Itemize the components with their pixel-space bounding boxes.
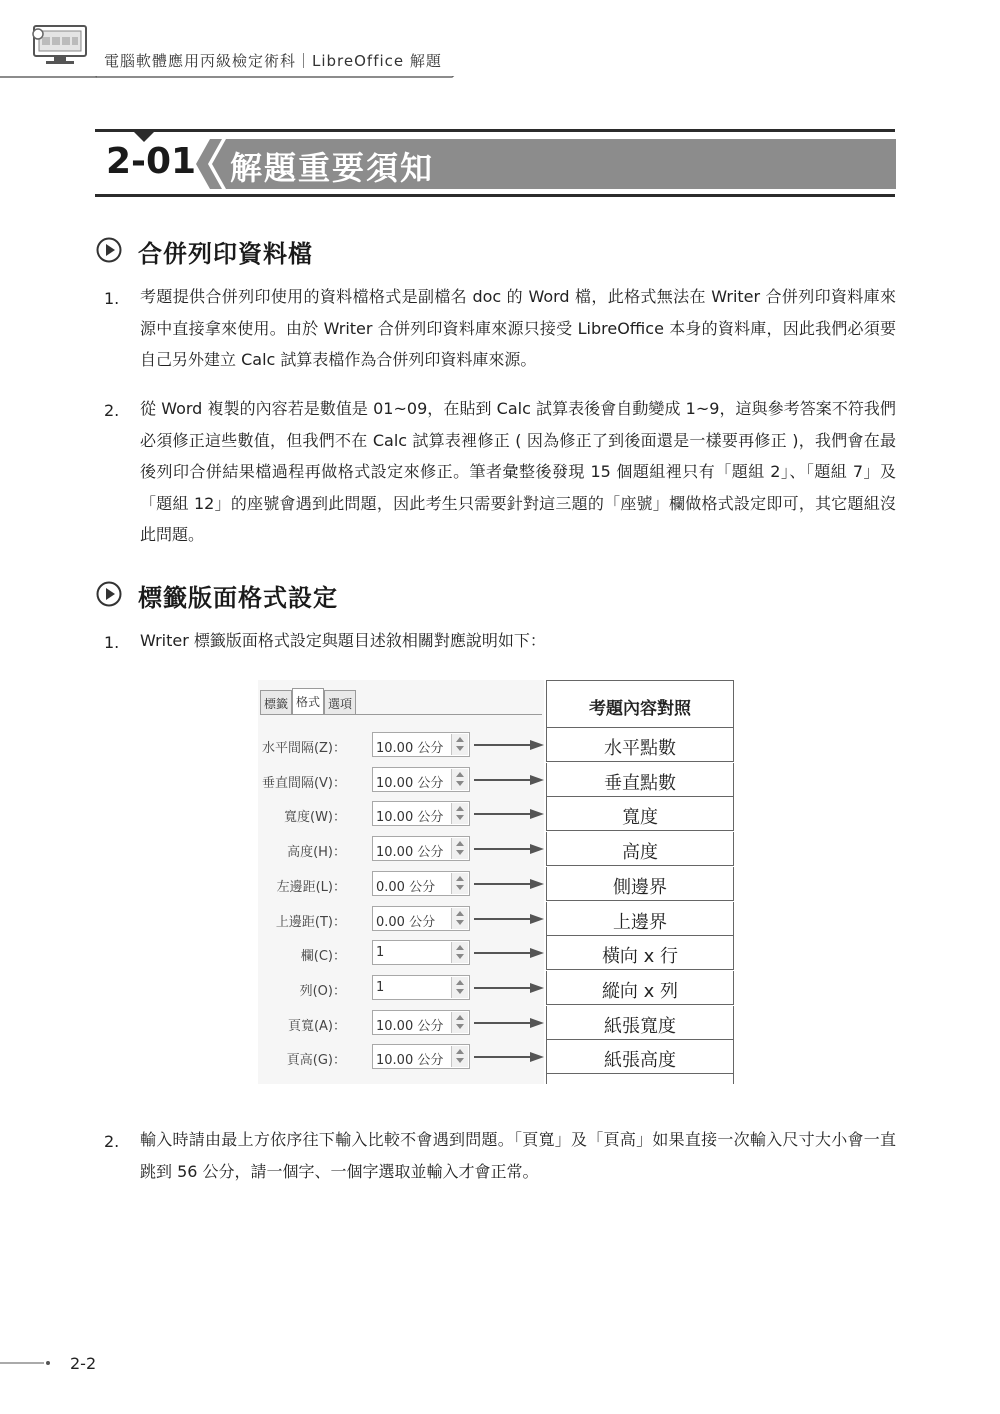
spin-buttons[interactable]	[451, 838, 468, 859]
spin-field[interactable]	[372, 975, 470, 1000]
section-title: 合併列印資料檔	[138, 240, 313, 268]
mapping-cell	[546, 971, 734, 1005]
field-value: 1	[376, 945, 385, 961]
spin-field[interactable]	[372, 871, 470, 896]
monitor-icon	[30, 24, 90, 66]
mapping-text: 橫向 x 行	[601, 946, 679, 968]
field-label: 寬度(W)：	[284, 810, 346, 826]
section-title: 標籤版面格式設定	[138, 584, 338, 612]
mapping-text: 水平點數	[604, 738, 676, 759]
field-value: 10.00 公分	[376, 810, 444, 826]
dialog-row	[258, 728, 736, 762]
field-label: 上邊距(T)：	[275, 914, 346, 930]
list-item-text: 輸入時請由最上方依序往下輸入比較不會遇到問題。「頁寬」及「頁高」如果直接一次輸入尺寸大小會一直跳到 56 公分，請一個字、一個字選取並輸入才會正常。	[140, 1130, 896, 1181]
arrow-right-icon	[474, 1048, 546, 1066]
arrow-right-icon	[474, 771, 546, 789]
list-item-text: Writer 標籤版面格式設定與題目述敘相關對應說明如下：	[140, 631, 546, 650]
play-circle-icon	[96, 237, 122, 263]
mapping-text: 紙張寬度	[604, 1015, 676, 1037]
chapter-number: 2-01	[106, 141, 197, 182]
arrow-right-icon	[474, 944, 546, 962]
dialog-row	[258, 971, 736, 1005]
field-value: 10.00 公分	[376, 845, 444, 861]
spin-field[interactable]	[372, 767, 470, 792]
tab-options[interactable]: 選項	[324, 690, 356, 715]
mapping-text: 紙張高度	[604, 1050, 676, 1072]
page-number: 2-2	[70, 1354, 97, 1373]
list-number: 2.	[104, 1132, 120, 1151]
spin-field[interactable]	[372, 732, 470, 757]
mapping-cell	[546, 1040, 734, 1074]
spin-field[interactable]	[372, 836, 470, 861]
spin-buttons[interactable]	[451, 1012, 468, 1033]
field-value: 10.00 公分	[376, 741, 444, 756]
mapping-cell	[546, 1006, 734, 1040]
dialog-tabbar	[260, 690, 356, 714]
spin-field[interactable]	[372, 801, 470, 826]
spin-buttons[interactable]	[451, 769, 468, 790]
dialog-row	[258, 1006, 736, 1040]
arrow-right-icon	[474, 736, 546, 754]
tab-divider	[260, 714, 542, 715]
spin-buttons[interactable]	[451, 942, 468, 963]
list-number: 1.	[104, 633, 120, 652]
field-label: 左邊距(L)：	[276, 879, 346, 895]
title-bottom-rule	[95, 194, 895, 197]
field-label: 水平間隔(Z)：	[261, 741, 346, 756]
arrow-right-icon	[474, 1014, 546, 1032]
spin-buttons[interactable]	[451, 1046, 468, 1067]
field-value: 10.00 公分	[376, 1018, 444, 1034]
spin-buttons[interactable]	[451, 734, 468, 755]
dialog-row	[258, 902, 736, 936]
dialog-row	[258, 763, 736, 797]
field-label: 頁寬(A)：	[287, 1018, 346, 1034]
title-top-rule	[95, 129, 895, 132]
field-label: 列(O)：	[299, 983, 346, 999]
spin-field[interactable]	[372, 1010, 470, 1035]
mapping-text: 上邊界	[613, 911, 667, 933]
mapping-text: 縱向 x 列	[601, 980, 679, 1002]
spin-field[interactable]	[372, 940, 470, 965]
mapping-text: 側邊界	[613, 876, 667, 898]
list-item-text: 考題提供合併列印使用的資料檔格式是副檔名 doc 的 Word 檔，此格式無法在 Writer 合併列印資料庫來源中直接拿來使用。由於 Writer 合併列印資料庫來源只接受 LibreOffice 本身的資料庫，因此我們必須要自己另外建立 Calc 試算表檔作為合併列印資料庫來源。	[140, 287, 896, 369]
dialog-row	[258, 867, 736, 901]
tab-labels[interactable]: 標籤	[260, 690, 292, 715]
mapping-cell	[546, 936, 734, 970]
mapping-table-header-text: 考題內容對照	[589, 699, 691, 719]
mapping-text: 寬度	[622, 807, 658, 829]
mapping-table-tail	[546, 1074, 734, 1084]
mapping-cell	[546, 867, 734, 901]
field-label: 高度(H)：	[287, 845, 346, 861]
list-number: 2.	[104, 401, 120, 420]
field-value: 0.00 公分	[376, 914, 436, 930]
field-label: 欄(C)：	[300, 949, 346, 965]
dialog-row	[258, 936, 736, 970]
chapter-title: 解題重要須知	[230, 149, 435, 187]
arrow-right-icon	[474, 840, 546, 858]
mapping-cell	[546, 763, 734, 797]
mapping-cell	[546, 832, 734, 866]
mapping-table-header	[546, 680, 734, 728]
mapping-cell	[546, 797, 734, 831]
spin-buttons[interactable]	[451, 803, 468, 824]
field-value: 10.00 公分	[376, 1053, 444, 1069]
field-value: 1	[376, 979, 385, 995]
dialog-row	[258, 797, 736, 831]
spin-buttons[interactable]	[451, 977, 468, 998]
header-rule	[0, 76, 1000, 106]
label-format-figure	[258, 680, 736, 1084]
list-number: 1.	[104, 289, 120, 308]
field-label: 垂直間隔(V)：	[261, 775, 346, 791]
spin-buttons[interactable]	[451, 908, 468, 929]
spin-field[interactable]	[372, 1044, 470, 1069]
dialog-row	[258, 1040, 736, 1074]
arrow-right-icon	[474, 875, 546, 893]
field-value: 0.00 公分	[376, 879, 436, 895]
tab-format[interactable]: 格式	[292, 688, 324, 715]
running-header: 電腦軟體應用丙級檢定術科｜LibreOffice 解題	[104, 52, 442, 70]
list-item-text: 從 Word 複製的內容若是數值是 01~09，在貼到 Calc 試算表後會自動變成 1~9，這與參考答案不符我們必須修正這些數值，但我們不在 Calc 試算表裡修正 ( 因為修正了到後面還是一樣要再修正 )，我們會在最後列印合併結果檔過程再做格式設定來修正。筆者彙整後發現 15 個題組裡只有「題組 2」、「題組 7」及「題組 12」的座號會遇到此問題，因此考生只需要針對這三題的「座號」欄做格式設定即可，其它題組沒此問題。	[140, 399, 896, 544]
mapping-cell	[546, 902, 734, 936]
field-label: 頁高(G)：	[286, 1053, 346, 1069]
spin-buttons[interactable]	[451, 873, 468, 894]
mapping-text: 高度	[622, 842, 658, 864]
play-circle-icon	[96, 581, 122, 607]
dialog-row	[258, 832, 736, 866]
spin-field[interactable]	[372, 906, 470, 931]
arrow-right-icon	[474, 979, 546, 997]
mapping-text: 垂直點數	[604, 772, 676, 794]
field-value: 10.00 公分	[376, 775, 444, 791]
footer-rule	[0, 1360, 52, 1366]
mapping-cell	[546, 728, 734, 762]
arrow-right-icon	[474, 910, 546, 928]
arrow-right-icon	[474, 805, 546, 823]
